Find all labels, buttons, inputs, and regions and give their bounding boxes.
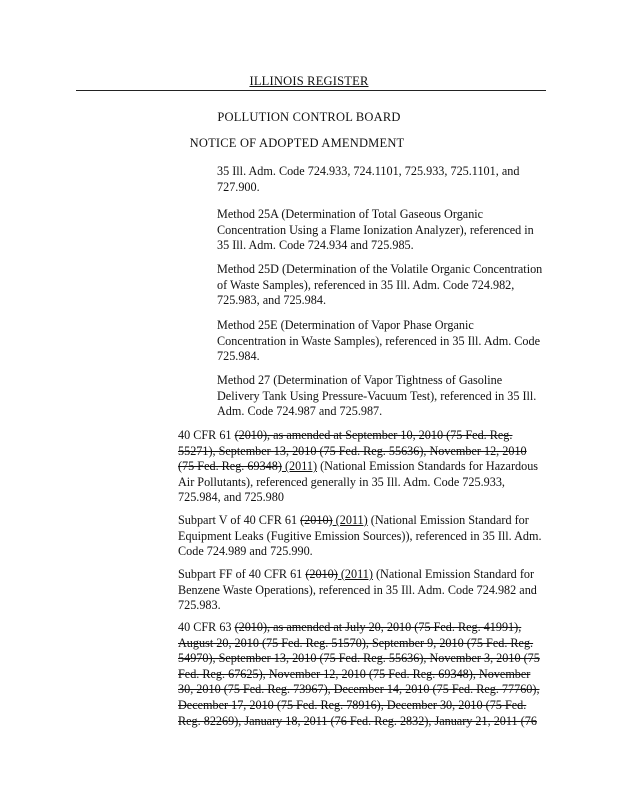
method-25d: Method 25D (Determination of the Volatile Organic Concentration of Waste Samples), referenced in 35 Ill. Adm. Code 724.982, 725.983, and 725.984. (217, 262, 543, 308)
board-title: POLLUTION CONTROL BOARD (217, 110, 401, 124)
struck-text: (2010), as amended at July 20, 2010 (75 Fed. Reg. 41991), August 20, 2010 (75 Fed. Reg. 51570), September 9, 2010 (75 Fed. Reg. 54970), September 13, 2010 (75 Fed. Reg. 55636), November 3, 2010 (75 Fed. Reg. 67625), November 12, 2010 (75 Fed. Reg. 69348), November 30, 2010 (75 Fed. Reg. 73967), December 14, 2010 (75 Fed. Reg. 77760), December 17, 2010 (75 Fed. Reg. 78916), December 30, 2010 (75 Fed. Reg. 82269), January 18, 2011 (76 Fed. Reg. 2832), January 21, 2011 (76 (178, 620, 540, 728)
inserted-text: (2011) (281, 459, 318, 474)
struck-text: (2010) (305, 567, 338, 581)
subpart-v-paragraph: Subpart V of 40 CFR 61 (2010) (2011) (National Emission Standard for Equipment Leaks (Fugitive Emission Sources)), referenced in 35 Ill. Adm. Code 724.989 and 725.990. (178, 513, 542, 559)
header-rule (76, 90, 546, 91)
method-25e: Method 25E (Determination of Vapor Phase Organic Concentration in Waste Samples), referenced in 35 Ill. Adm. Code 725.984. (217, 318, 541, 364)
method-25a: Method 25A (Determination of Total Gaseous Organic Concentration Using a Flame Ionization Analyzer), referenced in 35 Ill. Adm. Code 724.934 and 725.985. (217, 207, 534, 253)
method-27: Method 27 (Determination of Vapor Tightness of Gasoline Delivery Tank Using Pressure-Vacuum Test), referenced in 35 Ill. Adm. Code 724.987 and 725.987. (217, 373, 537, 419)
struck-text: (2010), as amended at September 10, 2010 (75 Fed. Reg. 55271), September 13, 2010 (75 Fed. Reg. 55636), November 12, 2010 (75 Fed. Reg. 69348) (178, 428, 527, 474)
cfr-63-paragraph: 40 CFR 63 (2010), as amended at July 20, 2010 (75 Fed. Reg. 41991), August 20, 2010 (75 Fed. Reg. 51570), September 9, 2010 (75 Fed. Reg. 54970), September 13, 2010 (75 Fed. Reg. 55636), November 3, 2010 (75 Fed. Reg. 67625), November 12, 2010 (75 Fed. Reg. 69348), November 30, 2010 (75 Fed. Reg. 73967), December 14, 2010 (75 Fed. Reg. 77760), December 17, 2010 (75 Fed. Reg. 78916), December 30, 2010 (75 Fed. Reg. 82269), January 18, 2011 (76 Fed. Reg. 2832), January 21, 2011 (76 (178, 620, 540, 728)
notice-title: NOTICE OF ADOPTED AMENDMENT (189, 136, 405, 150)
inserted-text: (2011) (337, 567, 373, 581)
struck-text: (2010) (300, 513, 333, 527)
subpart-ff-paragraph: Subpart FF of 40 CFR 61 (2010) (2011) (National Emission Standard for Benzene Waste Operations), referenced in 35 Ill. Adm. Code 724.982 and 725.983. (178, 567, 537, 613)
inserted-text: (2011) (332, 513, 368, 527)
register-header: ILLINOIS REGISTER (249, 74, 369, 88)
cfr-61-paragraph: 40 CFR 61 (2010), as amended at September 10, 2010 (75 Fed. Reg. 55271), September 13, 2010 (75 Fed. Reg. 55636), November 12, 2010 (75 Fed. Reg. 69348) (2011) (National Emission Standards for Hazardous Air Pollutants), referenced generally in 35 Ill. Adm. Code 725.933, 725.984, and 725.980 (178, 428, 539, 505)
method-reference: 35 Ill. Adm. Code 724.933, 724.1101, 725.933, 725.1101, and 727.900. (217, 164, 520, 194)
